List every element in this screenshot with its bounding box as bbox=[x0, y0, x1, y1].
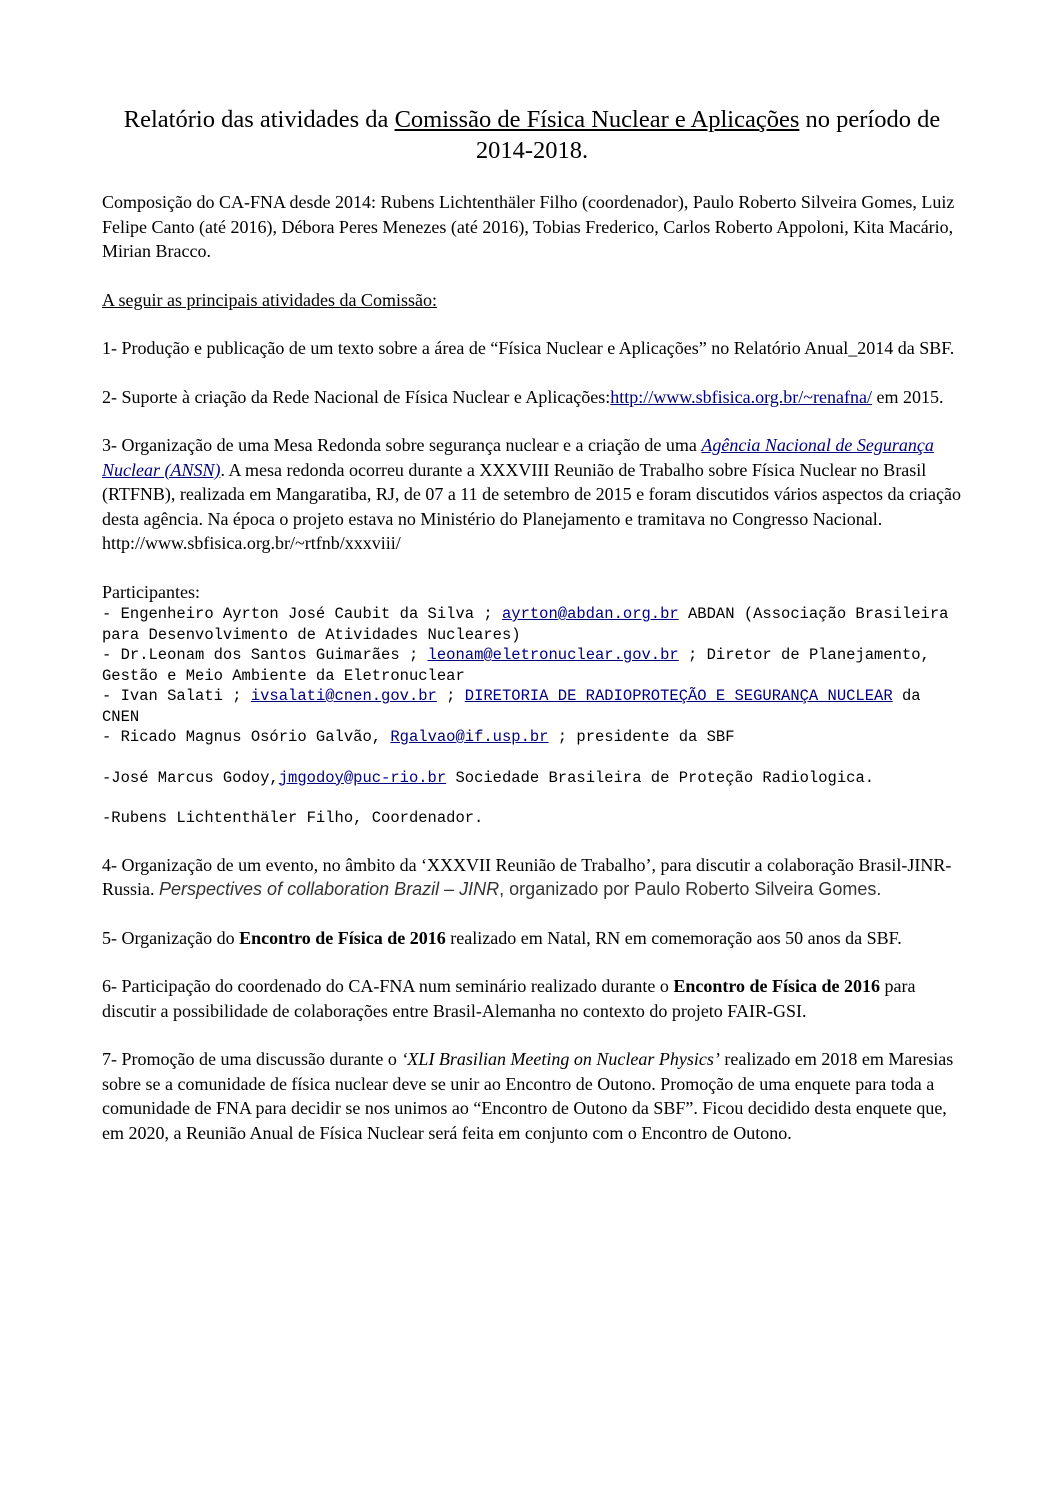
item6-suffix: para discutir a possibilidade de colaborações entre Brasil-Alemanha no contexto do projeto FAIR-GSI. bbox=[102, 976, 916, 1021]
section-heading: A seguir as principais atividades da Comissão: bbox=[102, 289, 437, 310]
participant-text: da CNEN bbox=[102, 687, 921, 726]
title-suffix: no período de 2014-2018. bbox=[475, 106, 941, 164]
item4-event-title: Perspectives of collaboration Brazil – JINR bbox=[159, 879, 500, 899]
item5-event-name: Encontro de Física de 2016 bbox=[239, 927, 446, 948]
ansn-link[interactable]: Agência Nacional de Segurança Nuclear (ANSN) bbox=[102, 435, 934, 480]
participant-text: Sociedade Brasileira de Proteção Radiologica. bbox=[446, 768, 875, 787]
participant-text: ; Diretor de Planejamento, Gestão e Meio Ambiente da Eletronuclear bbox=[102, 646, 930, 685]
participant-item bbox=[102, 768, 962, 789]
participant-text: - Engenheiro Ayrton José Caubit da Silva ; bbox=[102, 605, 502, 623]
composition-paragraph: Composição do CA-FNA desde 2014: Rubens Lichtenthäler Filho (coordenador), Paulo Roberto Silveira Gomes, Luiz Felipe Canto (até 2016), Débora Peres Menezes (até 2016), Tobias Frederico, Carlos Roberto Appoloni, Kita Macário, Mirian Bracco. bbox=[102, 192, 955, 261]
item2-suffix: em 2015. bbox=[871, 386, 944, 407]
participant-item bbox=[102, 727, 962, 748]
item4-suffix: , organizado por Paulo Roberto Silveira Gomes. bbox=[499, 879, 882, 899]
participant-item: -Rubens Lichtenthäler Filho, Coordenador. bbox=[102, 809, 484, 827]
activity-item-4 bbox=[102, 853, 962, 902]
activity-item-5 bbox=[102, 926, 962, 951]
document-body bbox=[102, 104, 962, 1145]
item3-text: 3- Organização de uma Mesa Redonda sobre segurança nuclear e a criação de uma bbox=[102, 435, 702, 455]
item4-text: 4- Organização de um evento, no âmbito da ‘XXXVII Reunião de Trabalho’, para discutir a colaboração Brasil-JINR-Russia. bbox=[102, 854, 952, 899]
item7-text: 7- Promoção de uma discussão durante o bbox=[102, 1049, 402, 1069]
participant-text: ABDAN (Associação Brasileira para Desenvolvimento de Atividades Nucleares) bbox=[102, 605, 949, 644]
participants-label: Participantes: bbox=[102, 581, 200, 602]
activity-item-6 bbox=[102, 974, 962, 1023]
item2-text: 2- Suporte à criação da Rede Nacional de Física Nuclear e Aplicações: bbox=[102, 386, 611, 407]
activity-item-2 bbox=[102, 385, 962, 410]
participant-item bbox=[102, 686, 962, 727]
email-link[interactable]: ivsalati@cnen.gov.br bbox=[250, 687, 437, 705]
participant-text: - Ivan Salati ; bbox=[102, 687, 251, 705]
participant-item bbox=[102, 604, 962, 645]
title-commission-link[interactable]: Comissão de Física Nuclear e Aplicações bbox=[394, 106, 800, 133]
page-title bbox=[102, 104, 962, 166]
email-link[interactable]: jmgodoy@puc-rio.br bbox=[278, 768, 447, 787]
item6-text: 6- Participação do coordenado do CA-FNA num seminário realizado durante o bbox=[102, 976, 674, 996]
participant-item bbox=[102, 645, 962, 686]
participant-text: - Ricado Magnus Osório Galvão, bbox=[102, 728, 391, 746]
activity-item-7 bbox=[102, 1047, 962, 1145]
item3-suffix: . A mesa redonda ocorreu durante a XXXVIII Reunião de Trabalho sobre Física Nuclear no Brasil (RTFNB), realizada em Mangaratiba, RJ, de 07 a 11 de setembro de 2015 e foram discutidos vários aspectos da criação desta agência. Na época o projeto estava no Ministério do Planejamento e tramitava no Congresso Nacional. bbox=[102, 459, 961, 529]
participant-text: ; presidente da SBF bbox=[548, 728, 735, 746]
title-prefix: Relatório das atividades da bbox=[123, 106, 395, 133]
item5-text: 5- Organização do bbox=[102, 927, 240, 948]
item6-event-name: Encontro de Física de 2016 bbox=[673, 976, 881, 996]
participant-text: - Dr.Leonam dos Santos Guimarães ; bbox=[102, 646, 428, 664]
participants-list bbox=[102, 604, 962, 829]
rtfnb-url: http://www.sbfisica.org.br/~rtfnb/xxxviii/ bbox=[102, 533, 401, 553]
item5-suffix: realizado em Natal, RN em comemoração aos 50 anos da SBF. bbox=[445, 927, 902, 948]
email-link[interactable]: Rgalvao@if.usp.br bbox=[390, 728, 549, 746]
cnen-directorate-link[interactable]: DIRETORIA DE RADIOPROTEÇÃO E SEGURANÇA NUCLEAR bbox=[464, 687, 893, 705]
participant-text: -José Marcus Godoy, bbox=[102, 768, 279, 787]
email-link[interactable]: leonam@eletronuclear.gov.br bbox=[427, 646, 679, 664]
activity-item-3 bbox=[102, 433, 962, 556]
activity-item-1: 1- Produção e publicação de um texto sobre a área de “Física Nuclear e Aplicações” no Relatório Anual_2014 da SBF. bbox=[102, 338, 955, 358]
email-link[interactable]: ayrton@abdan.org.br bbox=[501, 605, 679, 623]
renafna-link[interactable]: http://www.sbfisica.org.br/~renafna/ bbox=[610, 386, 872, 407]
participant-text: ; bbox=[436, 687, 465, 705]
item7-suffix: realizado em 2018 em Maresias sobre se a comunidade de física nuclear deve se unir ao Encontro de Outono. Promoção de uma enquete para toda a comunidade de FNA para decidir se nos unimos ao “Encontro de Outono da SBF”. Ficou decidido desta enquete que, em 2020, a Reunião Anual de Física Nuclear será feita em conjunto com o Encontro de Outono. bbox=[102, 1049, 954, 1143]
item7-meeting-name: ‘XLI Brasilian Meeting on Nuclear Physics’ bbox=[401, 1049, 720, 1069]
